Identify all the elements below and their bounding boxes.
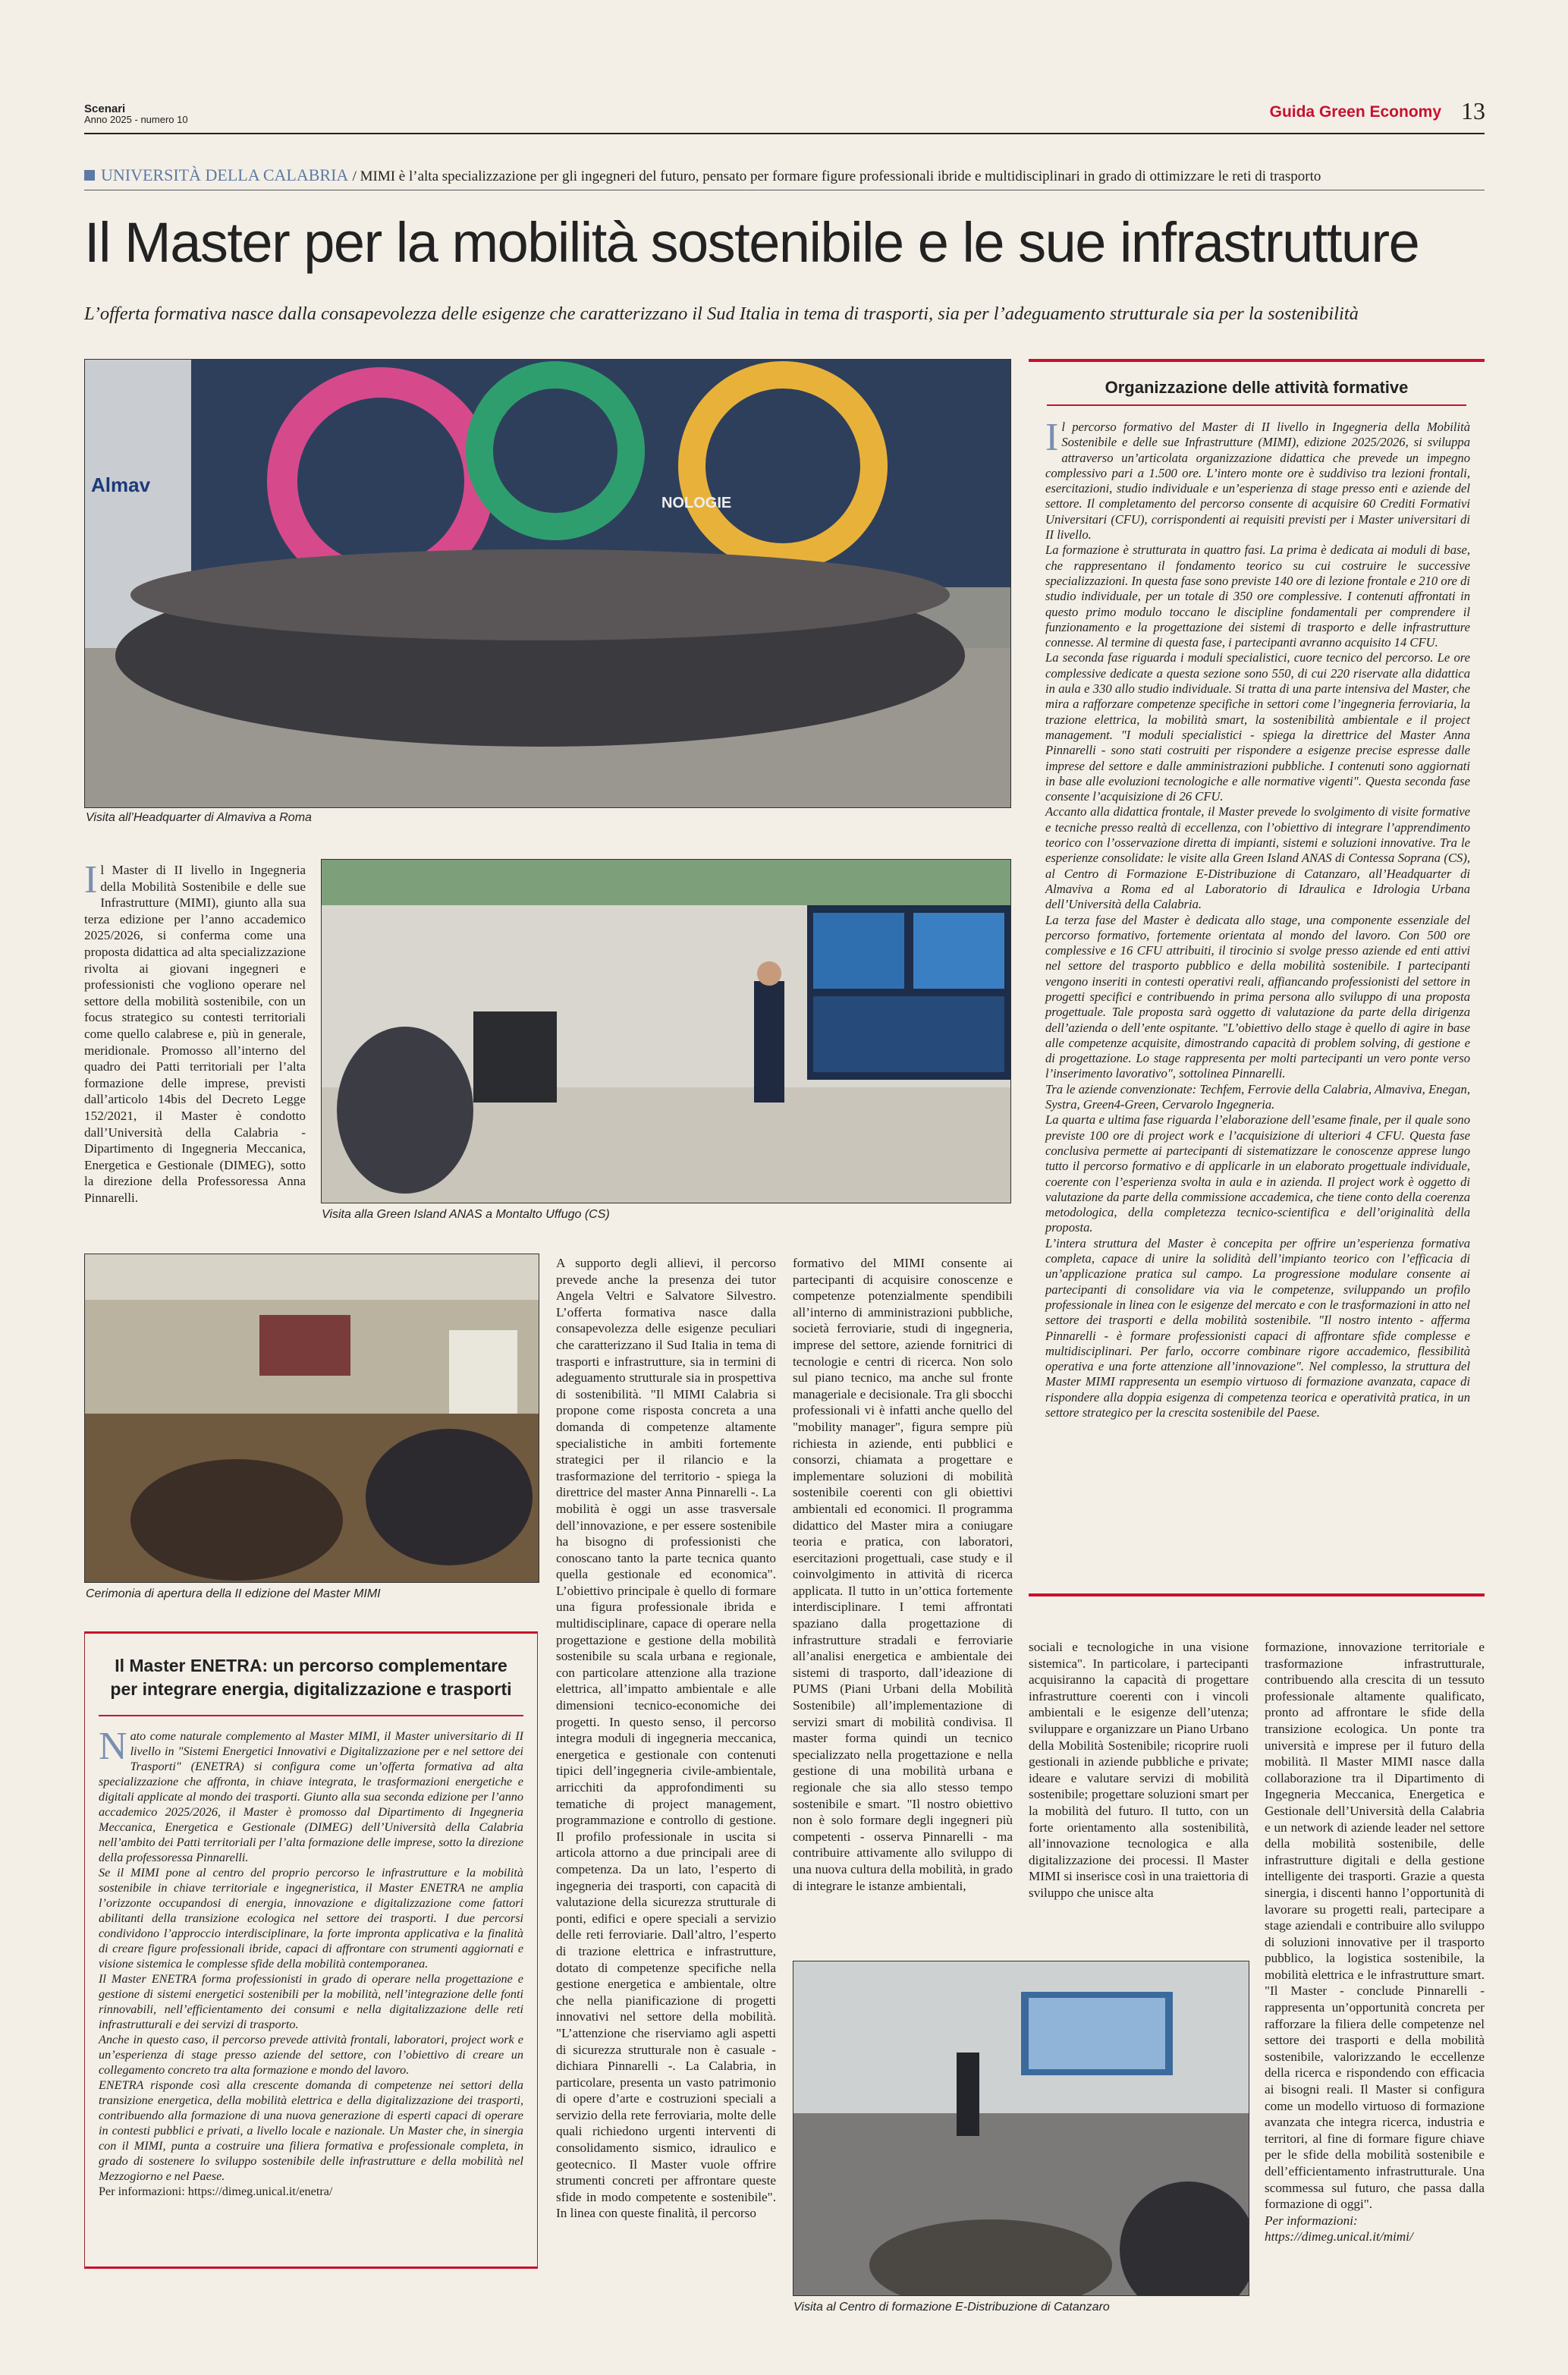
issue-label: Anno 2025 - numero 10 <box>84 114 188 125</box>
enetra-para-4: Anche in questo caso, il percorso prevede attività frontali, laboratori, project work e un’esperienza di stage presso aziende del settore, con l’obiettivo di creare un collegamento concreto tra alta formazione e mondo del lavoro. <box>99 2033 523 2077</box>
almaviva-sign: Almav <box>91 473 151 496</box>
photo-green-island <box>321 859 1011 1203</box>
photo3-caption: Cerimonia di apertura della II edizione del Master MIMI <box>86 1587 381 1600</box>
sidebar-para-6: Tra le aziende convenzionate: Techfem, Ferrovie della Calabria, Almaviva, Enegan, Systra, Green4-Green, Cervarolo Ingegneria. <box>1045 1081 1470 1112</box>
enetra-top-rule <box>84 1631 538 1634</box>
intro-text: l Master di II livello in Ingegneria della Mobilità Sostenibile e delle sue Infrastrutture (MIMI), giunto alla sua terza edizione per l’anno accademico 2025/2026, si conferma come una proposta didattica ad alta specializzazione rivolta ai giovani ingegneri e professionisti che vogliono operare nel settore della mobilità sostenibile, con un focus strategico su contesti territoriali come quello calabrese e, più in generale, meridionale. Promosso all’interno del quadro dei Patti territoriali per l’alta formazione delle imprese, previsti dall’articolo 14bis del Decreto Legge 152/2021, il Master è condotto dall’Università della Calabria -Dipartimento di Ingegneria Meccanica, Energetica e Gestionale (DIMEG), sotto la direzione della Professoressa Anna Pinnarelli. <box>84 863 306 1205</box>
banner-text: NOLOGIE <box>661 495 732 511</box>
sidebar-body <box>1045 416 1470 1420</box>
article-col3: sociali e tecnologiche in una visione sistemica". In particolare, i partecipanti acquisiranno la capacità di progettare infrastrutture coerenti con i vincoli ambientali e le esigenze dell’utenza; sviluppare e organizzare un Piano Urbano della Mobilità Sostenibile; ricoprire ruoli gestionali in aziende pubbliche e private; ideare e valutare servizi di mobilità sostenibile; progettare soluzioni smart per la mobilità del futuro. Il tutto, con un forte orientamento alla sostenibilità, all’innovazione tecnologica e alla digitalizzazione dei processi. Il Master MIMI si inserisce così in una traiettoria di sviluppo che unisce alta <box>1029 1640 1249 1900</box>
publication-name: Scenari <box>84 102 126 115</box>
enetra-link[interactable]: https://dimeg.unical.it/enetra/ <box>187 2185 333 2198</box>
enetra-title <box>84 1654 538 1701</box>
article-col1: A supporto degli allievi, il percorso prevede anche la presenza dei tutor Angela Veltri e Salvatore Silvestro. L’offerta formativa nasce dalla consapevolezza delle esigenze peculiari che caratterizzano il Sud Italia in tema di trasporti e infrastrutture, sia in termini di adeguamento strutturale sia in prospettiva di sostenibilità. "Il MIMI Calabria si propone come risposta concreta a una domanda di competenze altamente specialistiche in ambiti fortemente strategici per il rilancio e la trasformazione del territorio - spiega la direttrice del master Anna Pinnarelli -. La mobilità è oggi un asse trasversale dell’innovazione, e per essere sostenibile ha bisogno di professionisti che conoscano tanto la parte tecnica quanto quella gestionale ed economica". L’obiettivo principale è quello di formare una figura professionale ibrida e multidisciplinare, capace di operare nella progettazione e gestione della mobilità sostenibile su scala urbana e regionale, con particolare attenzione alla trazione elettrica, all’impatto ambientale e alle dimensioni tecnico-economiche dei progetti. In questo senso, il percorso integra moduli di ingegneria meccanica, energetica e gestionale con contenuti tipici dell’ingegneria civile-ambientale, arricchiti da approfondimenti su tematiche di project management, programmazione e controllo di gestione. Il profilo professionale in uscita si articola attorno a due principali aree di competenza. Da un lato, l’esperto di ingegneria dei trasporti, con capacità di valutazione della sicurezza strutturale di ponti, edifici e opere speciali a servizio delle reti ferroviarie. Dall’altro, l’esperto di trazione elettrica e infrastrutture, dotato di competenze specifiche nella gestione energetica e ambientale, oltre che nella pianificazione di progetti innovativi nel settore della mobilità. "L’attenzione che riserviamo agli aspetti di sicurezza strutturale non è casuale - dichiara Pinnarelli -. La Calabria, in particolare, presenta un vasto patrimonio di opere d’arte e costruzioni speciali a servizio della rete ferroviaria, molte delle quali richiedono urgenti interventi di consolidamento sismico, idraulico e geotecnico. Il Master vuole offrire strumenti concreti per affrontare queste sfide in modo competente e sostenibile". In linea con queste finalità, il percorso <box>556 1256 776 2221</box>
info-label: Per informazioni: <box>1265 2213 1358 2228</box>
sidebar-title: Organizzazione delle attività formative <box>1105 378 1409 397</box>
photo2-caption: Visita alla Green Island ANAS a Montalto Uffugo (CS) <box>322 1208 610 1221</box>
enetra-body <box>99 1725 523 2199</box>
photo-e-distribuzione <box>793 1961 1249 2296</box>
enetra-para-1: Nato come naturale complemento al Master MIMI, il Master universitario di II livello in "Sistemi Energetici Innovativi e Digitalizzazione per e nel settore dei Trasporti" (ENETRA) si configura come un’offerta formativa ad alta specializzazione che affronta, in chiave integrata, le trasformazioni energetiche e digitali applicate al mondo dei trasporti. Giunto alla sua seconda edizione per l’anno accademico 2025/2026, il Master è promosso dal Dipartimento di Ingegneria Meccanica, Energetica e Gestionale (DIMEG) dell’Università della Calabria nell’ambito dei Patti territoriali per l’alta formazione delle imprese, sotto la direzione della professoressa Pinnarelli. <box>99 1725 523 1864</box>
kicker-summary: / MIMI è l’alta specializzazione per gli ingegneri del futuro, pensato per formare figure professionali ibride e multidisciplinari in grado di ottimizzare le reti di trasporto <box>352 168 1321 184</box>
masthead <box>84 103 388 125</box>
enetra-para-2: Se il MIMI pone al centro del proprio percorso le infrastrutture e la mobilità sostenibile in chiave territoriale e ingegneristica, il Master ENETRA ne amplia l’orizzonte occupandosi di energia, innovazione e digitalizzazione come fattori abilitanti della transizione ecologica nel settore dei trasporti. I due percorsi condividono l’approccio interdisciplinare, la forte impronta applicativa e la finalità di creare figure professionali ibride, capaci di affrontare con strumenti aggiornati e visione sistemica le complesse sfide della mobilità contemporanea. <box>99 1866 523 1971</box>
enetra-para-3: Il Master ENETRA forma professionisti in grado di operare nella progettazione e gestione di sistemi energetici sostenibili per la mobilità, nell’integrazione delle fonti rinnovabili, nell’efficientamento dei consumi e nella digitalizzazione delle reti infrastrutturali e dei servizi di trasporto. <box>99 1972 523 2031</box>
kicker <box>84 165 1485 185</box>
sidebar-para-8: L’intera struttura del Master è concepita per offrire un’esperienza formativa completa, capace di unire la solidità dell’impianto teorico con l’efficacia di un’applicazione pratica sul campo. La progressione modulare consente ai partecipanti di consolidare via via le competenze, sviluppando un profilo professionale in linea con le esigenze del mercato e con le trasformazioni in atto nel settore dei trasporti e della mobilità sostenibile. "Il nostro intento - afferma Pinnarelli - è formare professionisti capaci di affrontare sfide complesse e multidisciplinari. Per farlo, occorre combinare rigore accademico, flessibilità operativa e una forte attenzione all’innovazione". Nel complesso, la struttura del Master MIMI rappresenta un esempio virtuoso di formazione avanzata, capace di rispondere alla doppia esigenza di competenza teorica e operatività pratica, in un settore strategico per la crescita sostenibile del Paese. <box>1045 1235 1470 1420</box>
photo-almaviva-group <box>84 359 1011 808</box>
photo-opening-ceremony <box>84 1254 539 1583</box>
sidebar-bottom-rule <box>1029 1593 1485 1596</box>
subheadline: L’offerta formativa nasce dalla consapevolezza delle esigenze che caratterizzano il Sud Italia in tema di trasporti, sia per l’adeguamento strutturale sia per la sostenibilità <box>84 304 1359 324</box>
sidebar-para-5: La terza fase del Master è dedicata allo stage, una componente essenziale del percorso formativo, fortemente orientata al mondo del lavoro. Con 500 ore complessive e 16 CFU attribuiti, il tirocinio si svolge presso aziende ed enti attivi nel settore del trasporto pubblico e della mobilità sostenibile. I partecipanti vengono inseriti in contesti operativi reali, affiancando professionisti del settore in progetti specifici e contribuendo in prima persona allo sviluppo di una proposta progettuale. Tale proposta sarà oggetto di valutazione da parte della dirigenza dell’azienda o dell’ente ospitante. "L’obiettivo dello stage è quello di agire in base alle competenze acquisite, dimostrando capacità di problem solving, di gestione e di progettazione. Lo stage rappresenta per molti partecipanti un vero ponte verso l’inserimento lavorativo", sottolinea Pinnarelli. <box>1045 912 1470 1081</box>
enetra-bottom-rule <box>84 2266 538 2269</box>
dropcap-intro: I <box>84 858 98 901</box>
sidebar-para-4: Accanto alla didattica frontale, il Master prevede lo svolgimento di visite formative e tecniche presso realtà di eccellenza, con l’obiettivo di integrare l’apprendimento teorico con l’osservazione diretta di impianti, sistemi e soluzioni innovative. Tra le esperienze consolidate: le visite alla Green Island ANAS di Contessa Soprana (CS), al Centro di Formazione E-Distribuzione di Catanzaro, all’Headquarter di Almaviva a Roma ed al Laboratorio di Idraulica e Idrologia Urbana dell’Università della Calabria. <box>1045 804 1470 912</box>
enetra-info-label: Per informazioni: <box>99 2185 185 2198</box>
mimi-link[interactable]: https://dimeg.unical.it/mimi/ <box>1265 2229 1413 2244</box>
sidebar-para-7: La quarta e ultima fase riguarda l’elaborazione dell’esame finale, per il quale sono previste 100 ore di project work e l’acquisizione di ulteriori 4 CFU. Questa fase conclusiva permette ai partecipanti di sistematizzare le conoscenze apprese lungo tutto il percorso formativo e di applicarle in un elaborato progettuale individuale, coerente con l’esperienza svolta in aula e in azienda. Il project work è oggetto di valutazione da parte della commissione accademica, che tiene conto della coerenza metodologica, della completezza tecnico-scientifica e dell’originalità della proposta. <box>1045 1112 1470 1235</box>
headline: Il Master per la mobilità sostenibile e le sue infrastrutture <box>84 211 1419 274</box>
sidebar-para-2: La formazione è strutturata in quattro fasi. La prima è dedicata ai moduli di base, che rappresentano il fondamento teorico su cui costruire le successive specializzazioni. In questa fase sono previste 140 ore di lezione frontale e 210 ore di studio individuale, per un totale di 350 ore complessive. I contenuti affrontati in questo primo modulo toccano le discipline fondamentali per comprendere il funzionamento e la progettazione dei sistemi di trasporto e delle infrastrutture connesse. Al termine di questa fase, i partecipanti avranno acquisito 14 CFU. <box>1045 543 1470 650</box>
enetra-title-line1: Il Master ENETRA: un percorso complementare <box>115 1656 507 1675</box>
section-label: Guida Green Economy <box>1269 103 1441 121</box>
photo4-caption: Visita al Centro di formazione E-Distribuzione di Catanzaro <box>793 2301 1110 2314</box>
enetra-title-line2: per integrare energia, digitalizzazione e trasporti <box>110 1679 512 1699</box>
col4-text: formazione, innovazione territoriale e trasformazione infrastrutturale, contribuendo alla crescita di un tessuto professionale altamente qualificato, pronto ad affrontare le sfide della transizione ecologica. Un ponte tra università e imprese per il futuro della mobilità. Il Master MIMI nasce dalla collaborazione tra il Dipartimento di Ingegneria Meccanica, Energetica e Gestionale dell’Università della Calabria e un network di aziende leader nel settore della mobilità sostenibile, delle infrastrutture digitali e della gestione intelligente dei trasporti. Grazie a questa sinergia, i discenti hanno l’opportunità di lavorare su progetti reali, partecipare a stage aziendali e contribuire allo sviluppo di soluzioni innovative per il trasporto pubblico, la logistica sostenibile, la mobilità elettrica e le infrastrutture smart. "Il Master - conclude Pinnarelli - rappresenta un’opportunità concreta per rafforzare la filiera delle competenze nel settore dei trasporti e della mobilità sostenibile, valorizzando le eccellenze della ricerca e rispondendo con efficacia ai bisogni reali. Il Master si configura come un modello virtuoso di formazione avanzata che integra ricerca, industria e territori, al fine di formare figure chiave per le sfide della mobilità sostenibile e dell’efficientamento infrastrutturale. Una scommessa sul futuro, che passa dalla formazione di oggi". <box>1265 1640 1485 2212</box>
enetra-para-5: ENETRA risponde così alla crescente domanda di competenze nei settori della transizione energetica, della mobilità elettrica e della digitalizzazione dei trasporti, contribuendo alla formazione di una nuova generazione di esperti capaci di operare in contesti pubblici e privati, a livello locale e nazionale. Un Master che, in sinergia con il MIMI, punta a costruire una filiera formativa e professionale completa, in grado di sostenere lo sviluppo sostenibile delle infrastrutture e della mobilità nel Mezzogiorno e nel Paese. <box>99 2078 523 2183</box>
sidebar-top-rule <box>1029 359 1485 362</box>
dropcap-enetra: N <box>99 1725 127 1768</box>
enetra-info <box>99 2184 523 2199</box>
article-col2: formativo del MIMI consente ai partecipanti di acquisire conoscenze e competenze potenzialmente spendibili all’interno di amministrazioni pubbliche, società ferroviarie, studi di ingegneria, imprese del settore, aziende fornitrici di tecnologie e centri di ricerca. Non solo sul piano tecnico, ma anche sul fronte manageriale e decisionale. Tra gli sbocchi professionali vi è infatti anche quello del "mobility manager", figura sempre più richiesta in aziende, enti pubblici e consorzi, chiamata a progettare e implementare soluzioni di mobilità sostenibile coerenti con gli obiettivi ambientali ed economici. Il programma didattico del Master mira a coniugare teoria e pratica, con laboratori, esercitazioni progettuali, case study e il coinvolgimento in attività di ricerca applicata. Il tutto in un’ottica fortemente interdisciplinare. I temi affrontati spaziano dalla progettazione di infrastrutture stradali e ferroviarie all’analisi energetica e ambientale dei sistemi di trasporto, dall’ideazione di PUMS (Piani Urbani della Mobilità Sostenibile) all’implementazione di servizi smart di mobilità condivisa. Il master forma quindi un tecnico specializzato nella progettazione e nella gestione di una mobilità urbana e regionale che sia allo stesso tempo sostenibile e smart. "Il nostro obiettivo non è solo formare degli ingegneri più competenti - osserva Pinnarelli - ma contribuire attivamente allo sviluppo di una nuova cultura della mobilità, in grado di integrare le istanze ambientali, <box>793 1256 1013 1893</box>
dropcap-sidebar: I <box>1045 416 1059 459</box>
article-col4 <box>1265 1639 1485 2245</box>
page-number: 13 <box>1461 97 1485 124</box>
sidebar-title-rule <box>1047 404 1466 406</box>
header-rule <box>84 133 1485 134</box>
photo1-caption: Visita all’Headquarter di Almaviva a Roma <box>86 811 312 824</box>
kicker-institution: UNIVERSITÀ DELLA CALABRIA <box>101 165 349 184</box>
sidebar-para-3: La seconda fase riguarda i moduli specialistici, cuore tecnico del percorso. Le ore complessive dedicate a questa sezione sono 550, di cui 220 riservate alla didattica in aula e 330 allo studio individuale. Si tratta di una parte intensiva del Master, che mira a rafforzare competenze specifiche in settori come l’ingegneria ferroviaria, la trazione elettrica, la mobilità smart, la sostenibilità ambientale e il project management. "I moduli specialistici - spiega la direttrice del Master Anna Pinnarelli - sono stati costruiti per rispondere a esigenze precise espresse dalle imprese del settore e dalle amministrazioni pubbliche. I contenuti sono aggiornati in base alle evoluzioni tecnologiche e alle normative vigenti". Questa seconda fase consente l’acquisizione di 26 CFU. <box>1045 650 1470 804</box>
kicker-square-icon <box>84 170 95 181</box>
sidebar-para-1: Il percorso formativo del Master di II livello in Ingegneria della Mobilità Sostenibile e delle sue Infrastrutture (MIMI), edizione 2025/2026, si sviluppa attraverso un’articolata organizzazione didattica che prevede un impegno complessivo pari a 1.500 ore. L’intero monte ore è suddiviso tra lezioni frontali, esercitazioni, studio individuale e un’esperienza di stage presso enti e aziende del settore. Il completamento del percorso consente di acquisire 60 Crediti Formativi Universitari (CFU), corrispondenti ai requisiti previsti per i Master universitari di II livello. <box>1045 416 1470 543</box>
enetra-title-rule <box>99 1715 523 1716</box>
article-intro <box>84 858 306 1206</box>
